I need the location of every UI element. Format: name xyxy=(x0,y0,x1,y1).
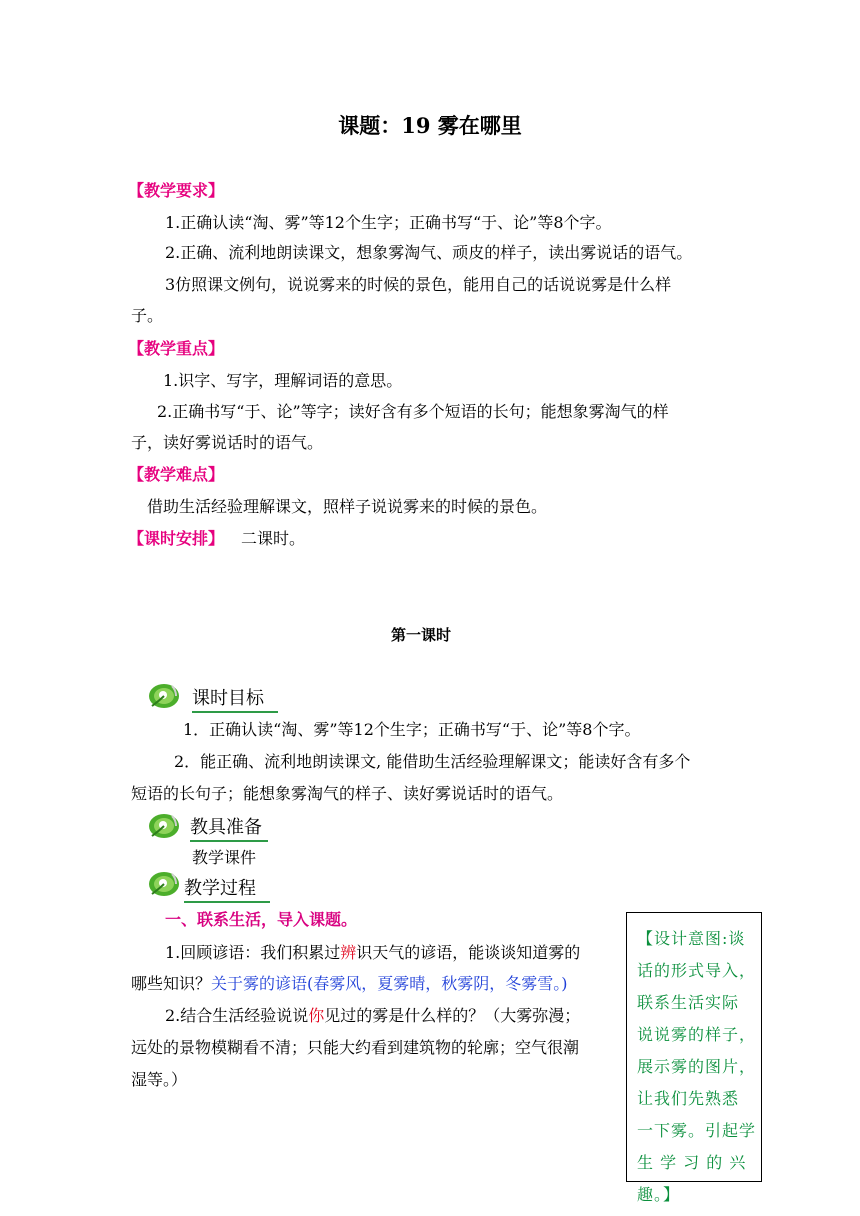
difficulty-item-1: 借助生活经验理解课文，照样子说说雾来的时候的景色。 xyxy=(147,497,548,516)
design-note-line: 【设计意图:谈 xyxy=(637,929,746,948)
process-paragraph-2-line-1 xyxy=(165,1003,580,1026)
design-note-line: 展示雾的图片， xyxy=(637,1057,757,1076)
schedule-value: 二课时。 xyxy=(241,529,306,548)
lesson-title: 第一课时 xyxy=(390,626,451,644)
text-run: 哪些知识？ xyxy=(131,974,212,993)
process-paragraph-2-line-3: 湿等。） xyxy=(131,1070,188,1089)
highlight-blue: 关于雾的谚语(春雾风，夏雾晴，秋雾阴，冬雾雪。) xyxy=(211,974,568,993)
design-note-line: 联系生活实际 xyxy=(637,993,740,1012)
key-points-heading: 【教学重点】 xyxy=(128,339,225,358)
text-run: 识天气的谚语，能谈谈知道雾的 xyxy=(356,943,581,962)
requirement-item-3: 3仿照课文例句，说说雾来的时候的景色，能用自己的话说说雾是什么样 xyxy=(165,275,672,294)
step-1-heading: 一、联系生活，导入课题。 xyxy=(165,910,358,929)
key-point-item-2-cont: 子，读好雾说话时的语气。 xyxy=(131,433,324,452)
green-leaf-icon xyxy=(146,810,182,840)
key-point-item-1: 1.识字、写字，理解词语的意思。 xyxy=(163,371,403,390)
design-note-line: 让我们先熟悉 xyxy=(637,1089,740,1108)
goal-item-2-cont: 短语的长句子；能想象雾淘气的样子、读好雾说话时的语气。 xyxy=(131,784,564,803)
process-paragraph-2-line-2: 远处的景物模糊看不清；只能大约看到建筑物的轮廓；空气很潮 xyxy=(131,1038,580,1057)
highlight-red: 辨 xyxy=(340,943,357,962)
design-note-line: 生 学 习 的 兴 xyxy=(637,1153,747,1172)
requirement-item-3-cont: 子。 xyxy=(131,306,164,325)
key-point-item-2: 2.正确书写“于、论”等字；读好含有多个短语的长句；能想象雾淘气的样 xyxy=(157,402,669,421)
design-note-line: 话的形式导入， xyxy=(637,961,757,980)
schedule-heading: 【课时安排】 xyxy=(128,529,225,548)
design-note-box xyxy=(626,912,762,1204)
requirement-item-2: 2.正确、流利地朗读课文，想象雾淘气、顽皮的样子，读出雾说话的语气。 xyxy=(165,243,693,262)
green-leaf-icon xyxy=(146,680,182,710)
text-run: 2.结合生活经验说说 xyxy=(165,1006,309,1025)
difficulties-heading: 【教学难点】 xyxy=(128,465,225,484)
goal-item-2: 2．能正确、流利地朗读课文, 能借助生活经验理解课文；能读好含有多个 xyxy=(174,752,691,771)
design-note-line: 趣。】 xyxy=(637,1185,681,1204)
materials-heading: 教具准备 xyxy=(190,813,268,842)
highlight-red: 你 xyxy=(308,1006,325,1025)
page-title: 课题：19 雾在哪里 xyxy=(338,113,522,138)
text-run: 见过的雾是什么样的？（大雾弥漫； xyxy=(324,1006,581,1025)
goals-heading: 课时目标 xyxy=(192,684,278,713)
green-leaf-icon xyxy=(146,868,182,898)
process-heading: 教学过程 xyxy=(184,874,270,903)
text-run: 1.回顾谚语：我们积累过 xyxy=(165,943,341,962)
design-note-line: 一下雾。引起学 xyxy=(637,1121,757,1140)
goal-item-1: 1．正确认读“淘、雾”等12个生字；正确书写“于、论”等8个字。 xyxy=(183,720,641,739)
design-note-line: 说说雾的样子， xyxy=(637,1025,757,1044)
process-paragraph-1-line-2 xyxy=(131,971,568,994)
process-paragraph-1-line-1 xyxy=(165,940,580,963)
materials-item-1: 教学课件 xyxy=(192,848,257,867)
requirement-item-1: 1.正确认读“淘、雾”等12个生字；正确书写“于、论”等8个字。 xyxy=(165,213,612,232)
requirements-heading: 【教学要求】 xyxy=(128,181,225,200)
